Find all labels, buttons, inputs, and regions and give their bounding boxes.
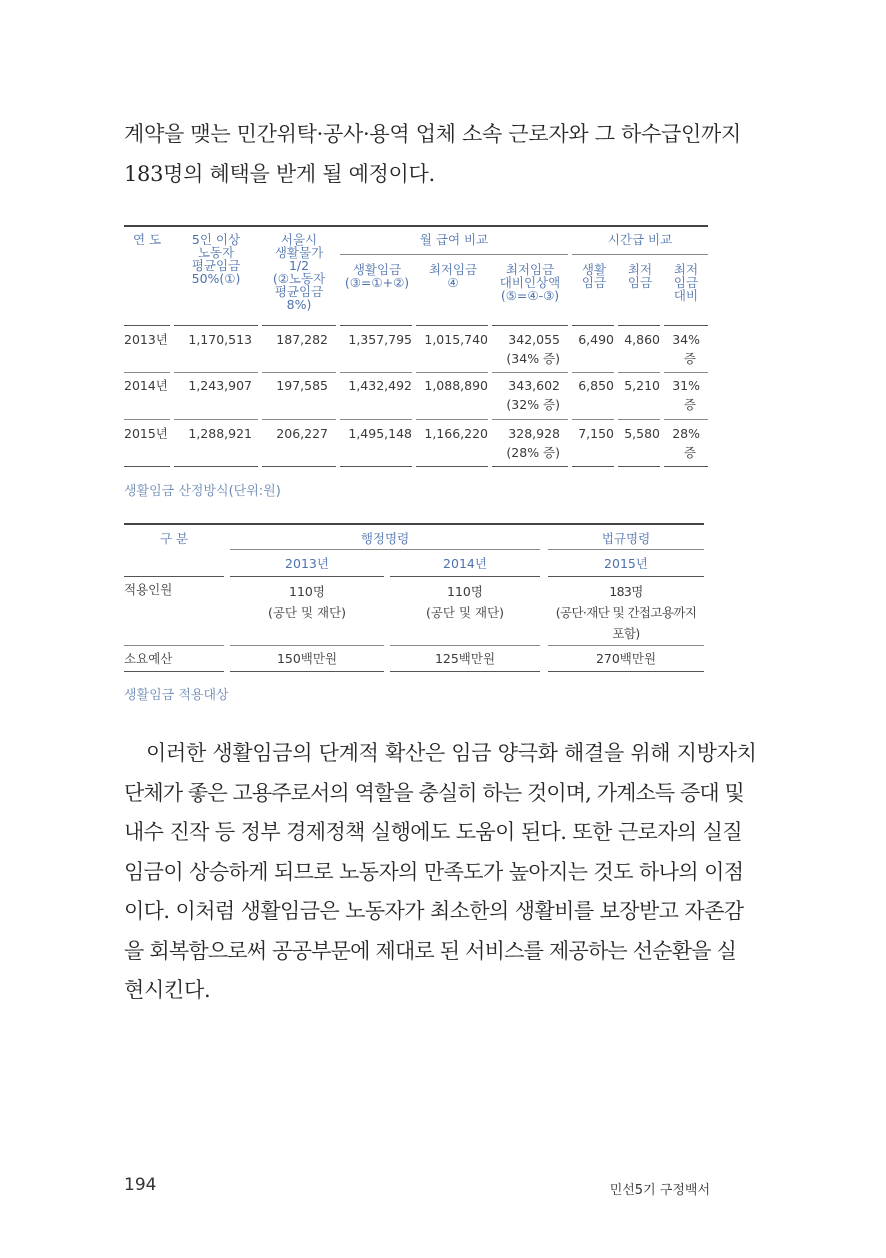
body-paragraph: [124, 734, 757, 1011]
header-year: 연 도: [132, 232, 162, 247]
text-line: 을 회복함으로써 공공부문에 제대로 된 서비스를 제공하는 선순환을 실: [124, 938, 737, 963]
header-min-wage: 최저임금 ④: [428, 262, 478, 290]
header-hourly-min: 최저 임금: [627, 262, 653, 290]
header-hourly-group: 시간급 비교: [607, 232, 673, 247]
header-2013: 2013년: [285, 556, 329, 571]
text-line: 현시킨다.: [124, 978, 211, 1002]
header-living-cost: 서울시 생활물가 1/2 (②노동자 평균임금 8%): [272, 232, 326, 312]
text-line: 계약을 맺는 민간위탁·공사·용역 업체 소속 근로자와 그 하수급인까지: [124, 122, 741, 146]
header-hourly-living: 생활 임금: [581, 262, 607, 290]
header-hourly-ratio: 최저 임금 대비: [673, 262, 699, 303]
text-line: 임금이 상승하게 되므로 노동자의 만족도가 높아지는 것도 하나의 이점: [124, 859, 744, 884]
table-caption: 생활임금 적용대상: [124, 688, 229, 703]
text-line: 이러한 생활임금의 단계적 확산은 임금 양극화 해결을 위해 지방자치: [146, 741, 757, 765]
header-monthly-group: 월 급여 비교: [419, 232, 489, 247]
text-line: 183명의 혜택을 받게 될 예정이다.: [124, 161, 435, 186]
header-2015: 2015년: [604, 556, 648, 571]
header-avg-wage: 5인 이상 노동자 평균임금 50%(①): [191, 232, 241, 286]
header-statute-order: 법규명령: [601, 531, 651, 546]
text-line: 내수 진작 등 정부 경제정책 실행에도 도움이 된다. 또한 근로자의 실질: [124, 820, 743, 844]
header-admin-order: 행정명령: [360, 531, 410, 546]
intro-paragraph: [124, 115, 741, 194]
header-living-wage: 생활임금 (③=①+②): [344, 262, 410, 290]
text-line: 이다. 이처럼 생활임금은 노동자가 최소한의 생활비를 보장받고 자존감: [124, 899, 744, 923]
header-increase: 최저임금 대비인상액 (⑤=④-③): [499, 262, 561, 303]
header-category: 구 분: [159, 531, 189, 546]
header-2014: 2014년: [443, 556, 487, 571]
text-line: 단체가 좋은 고용주로서의 역할을 충실히 하는 것이며, 가계소득 증대 및: [124, 780, 744, 805]
table-caption: 생활임금 산정방식(단위:원): [124, 484, 281, 499]
book-title: 민선5기 구정백서: [609, 1183, 710, 1198]
page-number: 194: [124, 1175, 157, 1195]
